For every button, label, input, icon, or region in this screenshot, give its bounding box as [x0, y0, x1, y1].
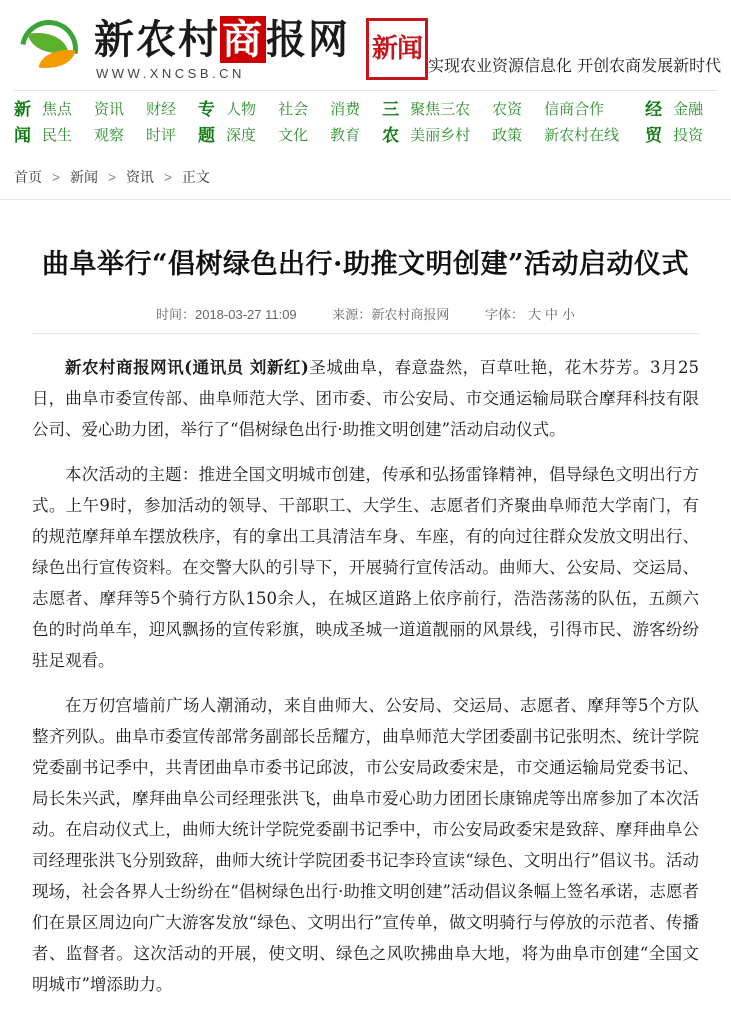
logo-title-highlight: 商 — [222, 16, 264, 63]
nav-item-education[interactable]: 教育 — [330, 127, 361, 144]
font-size-medium-button[interactable]: 中 — [544, 307, 558, 323]
news-seal-icon: 新闻 — [366, 18, 428, 80]
nav-item-village-online[interactable]: 新农村在线 — [544, 127, 620, 144]
nav-item-financial[interactable]: 金融 — [673, 101, 704, 118]
nav-group-8[interactable] — [330, 97, 360, 149]
nav-group-2[interactable] — [42, 97, 72, 149]
breadcrumb-item-news[interactable]: 新闻 — [69, 169, 98, 185]
nav-item-consume[interactable]: 消费 — [330, 101, 361, 118]
nav-group-12[interactable] — [544, 97, 619, 149]
nav-item-comment[interactable]: 时评 — [146, 127, 177, 144]
nav-group-7[interactable] — [278, 97, 308, 149]
article-source-value: 新农村商报网 — [371, 307, 450, 323]
nav-group-10[interactable] — [410, 97, 470, 149]
article-body — [32, 352, 699, 1000]
article-source-label: 来源： — [332, 307, 372, 323]
leaf-logo-icon — [14, 14, 92, 84]
nav-group-news[interactable] — [14, 97, 32, 149]
breadcrumb-separator-icon: > — [107, 169, 117, 185]
nav-item-agri-2[interactable]: 农 — [382, 126, 401, 145]
nav-item-trade-1[interactable]: 经 — [645, 100, 664, 119]
nav-item-news-1[interactable]: 新 — [14, 100, 32, 119]
page-title: 曲阜举行“倡树绿色出行·助推文明创建”活动启动仪式 — [42, 249, 689, 281]
article-time-value: 2018-03-27 11:09 — [194, 307, 297, 323]
logo-title — [94, 17, 350, 63]
nav-item-policy[interactable]: 政策 — [492, 127, 523, 144]
breadcrumb-item-current: 正文 — [181, 169, 210, 185]
nav-group-topic[interactable] — [198, 97, 216, 149]
breadcrumb-item-info[interactable]: 资讯 — [125, 169, 154, 185]
breadcrumb-separator-icon: > — [51, 169, 61, 185]
nav-item-agri-1[interactable]: 三 — [382, 100, 401, 119]
nav-item-focus[interactable]: 焦点 — [42, 101, 73, 118]
breadcrumb-separator-icon: > — [163, 169, 173, 185]
article-paragraph — [32, 352, 699, 445]
article-time-label: 时间： — [155, 307, 195, 323]
nav-item-topic-1[interactable]: 专 — [198, 100, 217, 119]
main-navigation — [14, 90, 717, 155]
article-source — [332, 307, 449, 322]
breadcrumb-item-home[interactable]: 首页 — [14, 169, 42, 185]
nav-item-people[interactable]: 人物 — [226, 101, 257, 118]
article-paragraph — [32, 459, 699, 676]
nav-item-depth[interactable]: 深度 — [226, 127, 257, 144]
article-paragraph — [32, 690, 699, 1000]
article-meta — [32, 304, 699, 334]
font-size-label: 字体： — [484, 307, 524, 323]
nav-item-investment[interactable]: 投资 — [673, 127, 704, 144]
nav-item-culture[interactable]: 文化 — [278, 127, 309, 144]
nav-group-trade[interactable] — [645, 97, 663, 149]
nav-group-14[interactable] — [673, 97, 703, 149]
nav-item-beautiful-village[interactable]: 美丽乡村 — [410, 127, 471, 144]
logo-title-part1: 新农村 — [94, 16, 220, 63]
font-size-small-button[interactable]: 小 — [562, 307, 576, 323]
nav-item-observe[interactable]: 观察 — [94, 127, 125, 144]
nav-item-trade-2[interactable]: 贸 — [645, 126, 664, 145]
nav-item-info[interactable]: 资讯 — [94, 101, 125, 118]
nav-group-6[interactable] — [226, 97, 256, 149]
nav-item-livelihood[interactable]: 民生 — [42, 127, 73, 144]
nav-item-society[interactable]: 社会 — [278, 101, 309, 118]
nav-item-finance[interactable]: 财经 — [146, 101, 177, 118]
logo-url: WWW.XNCSB.CN — [96, 66, 245, 81]
article-paragraph-text: 本次活动的主题：推进全国文明城市创建，传承和弘扬雷锋精神，倡导绿色文明出行方式。上午9时，参加活动的领导、干部职工、大学生、志愿者们齐聚曲阜师范大学南门，有的规范摩拜单车摆放秩序，有的拿出工具清洁车身、车座，有的向过往群众发放文明出行、绿色出行宣传资料。在交警大队的引导下，开展骑行宣传活动。曲师大、公安局、交运局、志愿者、摩拜等5个骑行方队150余人，在城区道路上依序前行，浩浩荡荡的队伍，五颜六色的时尚单车，迎风飘扬的宣传彩旗，映成圣城一道道靓丽的风景线，引得市民、游客纷纷驻足观看。 — [32, 465, 699, 671]
nav-group-11[interactable] — [492, 97, 522, 149]
nav-item-focus-agri[interactable]: 聚焦三农 — [410, 101, 471, 118]
nav-group-3[interactable] — [94, 97, 124, 149]
logo-text-block — [94, 17, 350, 81]
nav-item-news-2[interactable]: 闻 — [14, 126, 32, 145]
breadcrumb — [0, 155, 731, 200]
nav-item-topic-2[interactable]: 题 — [198, 126, 217, 145]
article — [0, 200, 731, 1024]
font-size-control — [485, 307, 575, 322]
nav-group-agriculture[interactable] — [382, 97, 400, 149]
article-paragraph-text: 在万仞宫墙前广场人潮涌动，来自曲师大、公安局、交运局、志愿者、摩拜等5个方队整齐列队。曲阜市委宣传部常务副部长岳耀方，曲阜师范大学团委副书记张明杰、统计学院党委副书记季中，共青团曲阜市委书记邱波，市公安局政委宋是，市交通运输局党委书记、局长朱兴武，摩拜曲阜公司经理张洪飞，曲阜市爱心助力团团长康锦虎等出席参加了本次活动。在启动仪式上，曲师大统计学院党委副书记季中，市公安局政委宋是致辞、摩拜曲阜公司经理张洪飞分别致辞，曲师大统计学院团委书记李玲宣读“绿色、文明出行”倡议书。活动现场，社会各界人士纷纷在“倡树绿色出行·助推文明创建”活动倡议条幅上签名承诺，志愿者们在景区周边向广大游客发放“绿色、文明出行”宣传单，做文明骑行与停放的示范者、传播者、监督者。这次活动的开展，使文明、绿色之风吹拂曲阜大地，将为曲阜市创建“全国文明城市”增添助力。 — [32, 696, 699, 995]
site-header — [0, 0, 731, 84]
logo-title-part2: 报网 — [266, 16, 350, 63]
nav-group-4[interactable] — [146, 97, 176, 149]
font-size-large-button[interactable]: 大 — [527, 307, 541, 323]
article-paragraph-text: 圣城曲阜，春意盎然，百草吐艳，花木芬芳。3月25日，曲阜市委宣传部、曲阜师范大学、团市委、市公安局、市交通运输局联合摩拜科技有限公司、爱心助力团，举行了“倡树绿色出行·助推文明创建”活动启动仪式。 — [32, 358, 699, 440]
site-slogan: 实现农业资源信息化 开创农商发展新时代 — [428, 56, 722, 75]
site-logo[interactable] — [14, 14, 350, 84]
article-lead-text: 新农村商报网讯(通讯员 刘新红) — [65, 358, 309, 378]
nav-item-agri-supplies[interactable]: 农资 — [492, 101, 523, 118]
nav-item-coop[interactable]: 信商合作 — [544, 101, 605, 118]
article-time — [156, 307, 297, 322]
